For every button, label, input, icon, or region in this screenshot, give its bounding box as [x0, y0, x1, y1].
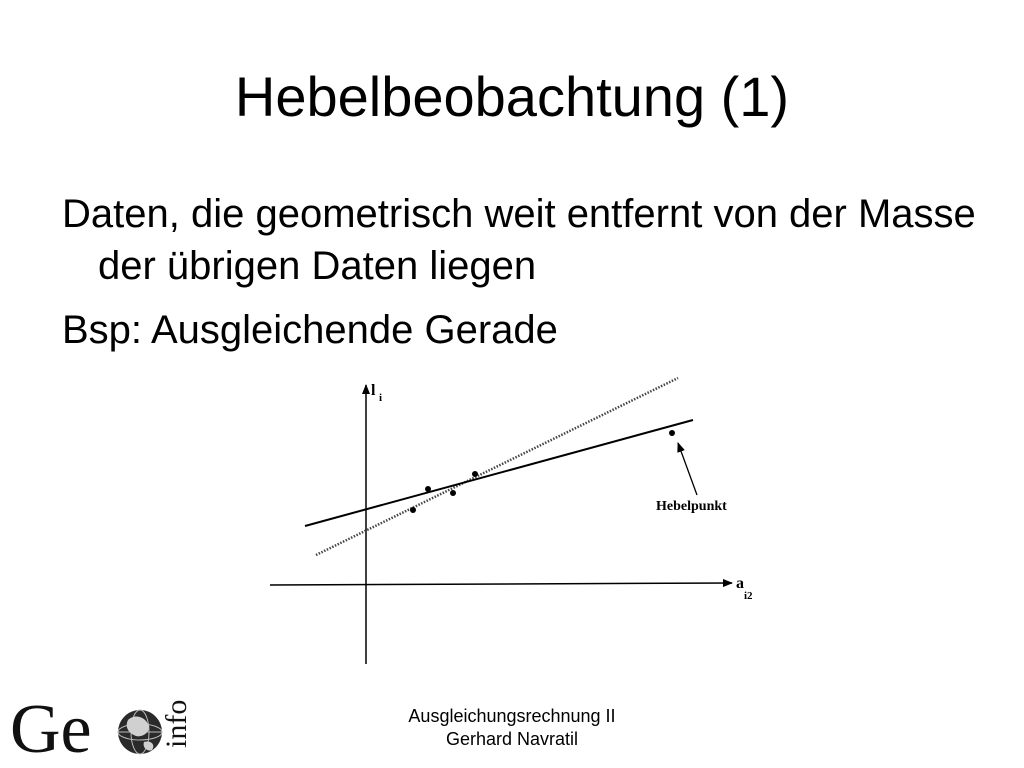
data-point [410, 507, 416, 513]
data-point [425, 486, 431, 492]
regression-line-leverage [305, 420, 693, 526]
slide-title: Hebelbeobachtung (1) [234, 65, 790, 128]
bullet-item: Daten, die geometrisch weit entfernt von der Masse der übrigen Daten liegen [62, 192, 976, 288]
diagram-svg [260, 375, 780, 670]
footer [372, 705, 652, 751]
bullet-item: Bsp: Ausgleichende Gerade [62, 308, 558, 352]
y-axis-subscript: i [379, 392, 383, 404]
footer-author: Gerhard Navratil [445, 729, 579, 749]
geoinfo-logo [10, 684, 190, 760]
regression-line-cluster [316, 378, 678, 555]
annotation-arrow [678, 443, 697, 495]
data-point [472, 471, 478, 477]
logo-text-info: info [160, 699, 190, 748]
globe-icon [118, 710, 162, 754]
x-axis [270, 583, 732, 585]
logo-svg [10, 684, 190, 760]
bullet-list [62, 188, 982, 368]
logo-text-geo: Ge [10, 691, 92, 760]
x-axis-label: a [736, 575, 744, 592]
data-point [450, 490, 456, 496]
leverage-point [669, 430, 675, 436]
footer-course: Ausgleichungsrechnung II [408, 706, 616, 726]
y-axis-label: l [371, 382, 376, 399]
leverage-point-label: Hebelpunkt [656, 499, 727, 514]
regression-diagram [260, 375, 780, 670]
x-axis-subscript: i2 [744, 590, 753, 602]
